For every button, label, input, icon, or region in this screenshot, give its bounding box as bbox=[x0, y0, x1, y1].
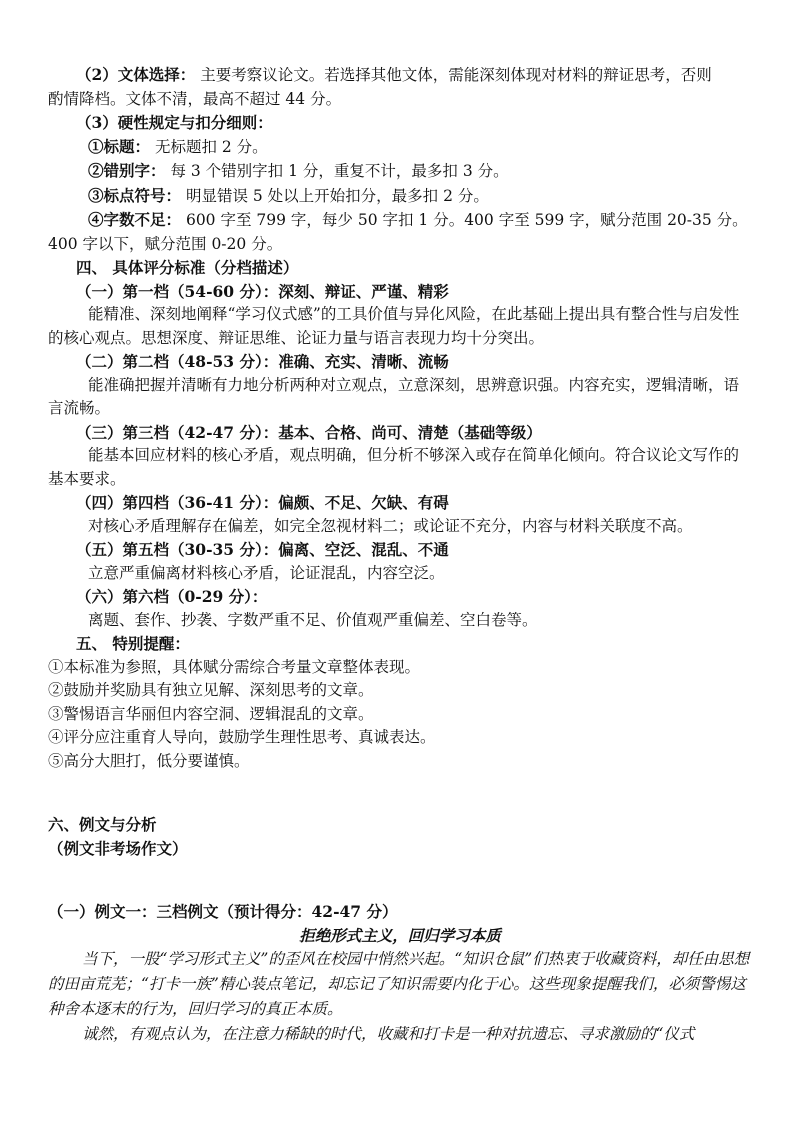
reminder-item: ③警惕语言华丽但内容空洞、逻辑混乱的文章。 bbox=[48, 704, 374, 723]
rule-text: 无标题扣 2 分。 bbox=[154, 137, 268, 156]
style-label: （2）文体选择： bbox=[76, 65, 196, 84]
rule-item bbox=[48, 135, 752, 160]
tier-description: 能准确把握并清晰有力地分析两种对立观点，立意深刻，思辨意识强。内容充实，逻辑清晰，语言流畅。 bbox=[48, 375, 740, 417]
reminder-item: ②鼓励并奖励具有独立见解、深刻思考的文章。 bbox=[48, 681, 374, 699]
reminder-item: ⑤高分大胆打，低分要谨慎。 bbox=[48, 751, 250, 770]
tier-title: （一）第一档（54-60 分）：深刻、辩证、严谨、精彩 bbox=[76, 281, 449, 301]
tier-description: 对核心矛盾理解存在偏差，如完全忽视材料二；或论证不充分，内容与材料关联度不高。 bbox=[88, 516, 693, 535]
rule-item bbox=[48, 208, 752, 233]
reminder-item: ④评分应注重育人导向，鼓励学生理性思考、真诚表达。 bbox=[48, 728, 436, 746]
section-six-heading: 六、例文与分析 bbox=[48, 815, 157, 834]
tier-title: （五）第五档（30-35 分）：偏离、空泛、混乱、不通 bbox=[76, 540, 449, 559]
tier-description: 能基本回应材料的核心矛盾，观点明确，但分析不够深入或存在简单化倾向。符合议论文写作的基本要求。 bbox=[48, 446, 740, 488]
tier-title: （四）第四档（36-41 分）：偏颇、不足、欠缺、有碍 bbox=[76, 493, 449, 512]
rule-text: 明显错误 5 处以上开始扣分，最多扣 2 分。 bbox=[185, 186, 489, 205]
rule-text: 600 字至 799 字，每少 50 字扣 1 分。400 字至 599 字，赋分范围 20-35 分。 bbox=[185, 211, 748, 229]
tier-title: （三）第三档（42-47 分）：基本、合格、尚可、清楚（基础等级） bbox=[76, 422, 542, 442]
rule-label: ③标点符号： bbox=[88, 185, 182, 205]
tier-title: （二）第二档（48-53 分）：准确、充实、清晰、流畅 bbox=[76, 352, 449, 371]
tier-description: 离题、套作、抄袭、字数严重不足、价值观严重偏差、空白卷等。 bbox=[88, 610, 538, 629]
rules-heading: （3）硬性规定与扣分细则： bbox=[76, 113, 273, 132]
rule-text: 每 3 个错别字扣 1 分，重复不计，最多扣 3 分。 bbox=[170, 162, 509, 180]
rule-item bbox=[48, 184, 752, 209]
section-six-note: （例文非考场作文） bbox=[48, 838, 188, 858]
tier-description: 能精准、深刻地阐释“学习仪式感”的工具价值与异化风险，在此基础上提出具有整合性与启发性的核心观点。思想深度、辩证思维、论证力量与语言表现力均十分突出。 bbox=[48, 305, 740, 347]
rule-item bbox=[48, 159, 752, 184]
reminder-item: ①本标准为参照，具体赋分需综合考量文章整体表现。 bbox=[48, 657, 421, 676]
style-paragraph-cont: 酌情降档。文体不清，最高不超过 44 分。 bbox=[48, 89, 342, 108]
rule-label: ④字数不足： bbox=[88, 210, 182, 229]
example-heading: （一）例文一：三档例文（预计得分：42-47 分） bbox=[48, 902, 398, 921]
section-four-heading: 四、 具体评分标准（分档描述） bbox=[76, 258, 299, 277]
rule-item-cont: 400 字以下，赋分范围 0-20 分。 bbox=[48, 234, 283, 253]
rule-label: ②错别字： bbox=[88, 161, 166, 180]
rule-label: ①标题： bbox=[88, 136, 151, 156]
essay-paragraph: 诚然，有观点认为，在注意力稀缺的时代，收藏和打卡是一种对抗遗忘、寻求激励的“仪式 bbox=[82, 1025, 695, 1043]
style-text: 主要考察议论文。若选择其他文体，需能深刻体现对材料的辩证思考，否则 bbox=[200, 66, 712, 84]
tier-description: 立意严重偏离材料核心矛盾，论证混乱，内容空泛。 bbox=[88, 563, 445, 582]
essay-title: 拒绝形式主义，回归学习本质 bbox=[299, 925, 501, 945]
style-paragraph bbox=[48, 63, 752, 88]
essay-paragraph: 当下，一股“学习形式主义”的歪风在校园中悄然兴起。“知识仓鼠”们热衷于收藏资料，却任由思想的田亩荒芜；“打卡一族”精心装点笔记，却忘记了知识需要内化于心。这些现象提醒我们，必须警惕这种舍本逐末的行为，回归学习的真正本质。 bbox=[48, 950, 750, 1018]
section-five-heading: 五、 特别提醒： bbox=[76, 634, 190, 653]
tier-title: （六）第六档（0-29 分）： bbox=[76, 587, 268, 606]
